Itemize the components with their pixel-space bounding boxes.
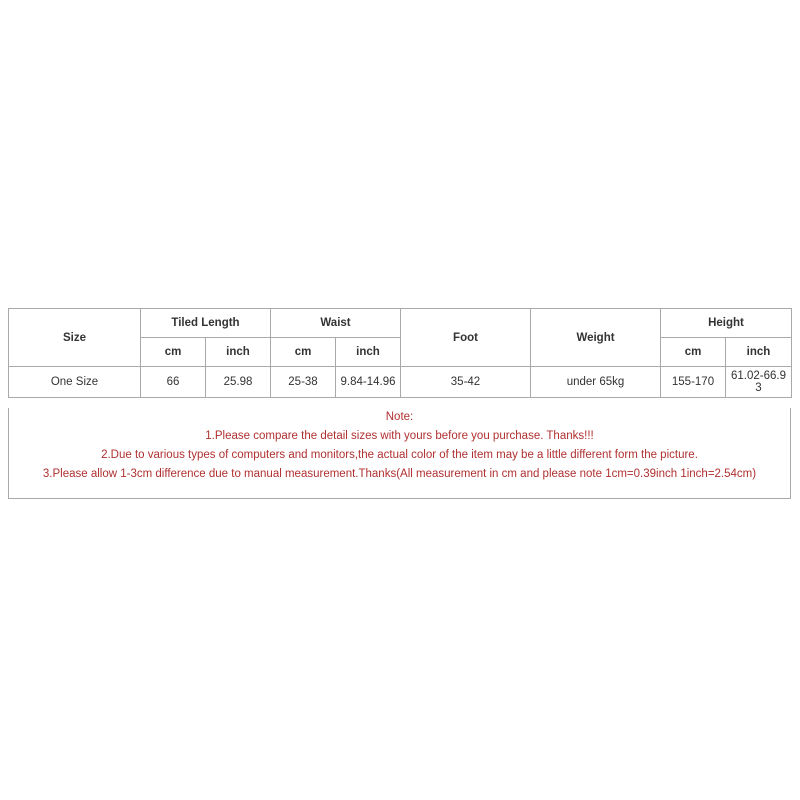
note-title: Note: xyxy=(385,411,414,423)
header-row xyxy=(9,309,792,338)
unit-tiled-length-cm: cm xyxy=(141,338,206,367)
size-chart xyxy=(8,308,791,499)
header-height: Height xyxy=(661,309,792,338)
cell-tiled-length-inch: 25.98 xyxy=(206,367,271,398)
unit-waist-inch: inch xyxy=(336,338,401,367)
table-row xyxy=(9,367,792,398)
cell-waist-cm: 25-38 xyxy=(271,367,336,398)
cell-height-cm: 155-170 xyxy=(661,367,726,398)
header-foot: Foot xyxy=(401,309,531,367)
cell-size: One Size xyxy=(9,367,141,398)
header-waist: Waist xyxy=(271,309,401,338)
unit-height-inch: inch xyxy=(726,338,792,367)
unit-height-cm: cm xyxy=(661,338,726,367)
header-weight: Weight xyxy=(531,309,661,367)
header-tiled-length: Tiled Length xyxy=(141,309,271,338)
notes-box xyxy=(8,408,791,499)
size-table xyxy=(8,308,792,398)
unit-tiled-length-inch: inch xyxy=(206,338,271,367)
note-line-2: 2.Due to various types of computers and monitors,the actual color of the item may be a little different form the picture. xyxy=(101,449,698,461)
note-line-3: 3.Please allow 1-3cm difference due to manual measurement.Thanks(All measurement in cm and please note 1cm=0.39inch 1inch=2.54cm) xyxy=(42,468,757,480)
cell-foot: 35-42 xyxy=(401,367,531,398)
header-size: Size xyxy=(9,309,141,367)
cell-waist-inch: 9.84-14.96 xyxy=(336,367,401,398)
cell-tiled-length-cm: 66 xyxy=(141,367,206,398)
note-line-1: 1.Please compare the detail sizes with yours before you purchase. Thanks!!! xyxy=(205,430,594,442)
unit-waist-cm: cm xyxy=(271,338,336,367)
cell-height-inch: 61.02-66.93 xyxy=(726,367,792,398)
cell-weight: under 65kg xyxy=(531,367,661,398)
